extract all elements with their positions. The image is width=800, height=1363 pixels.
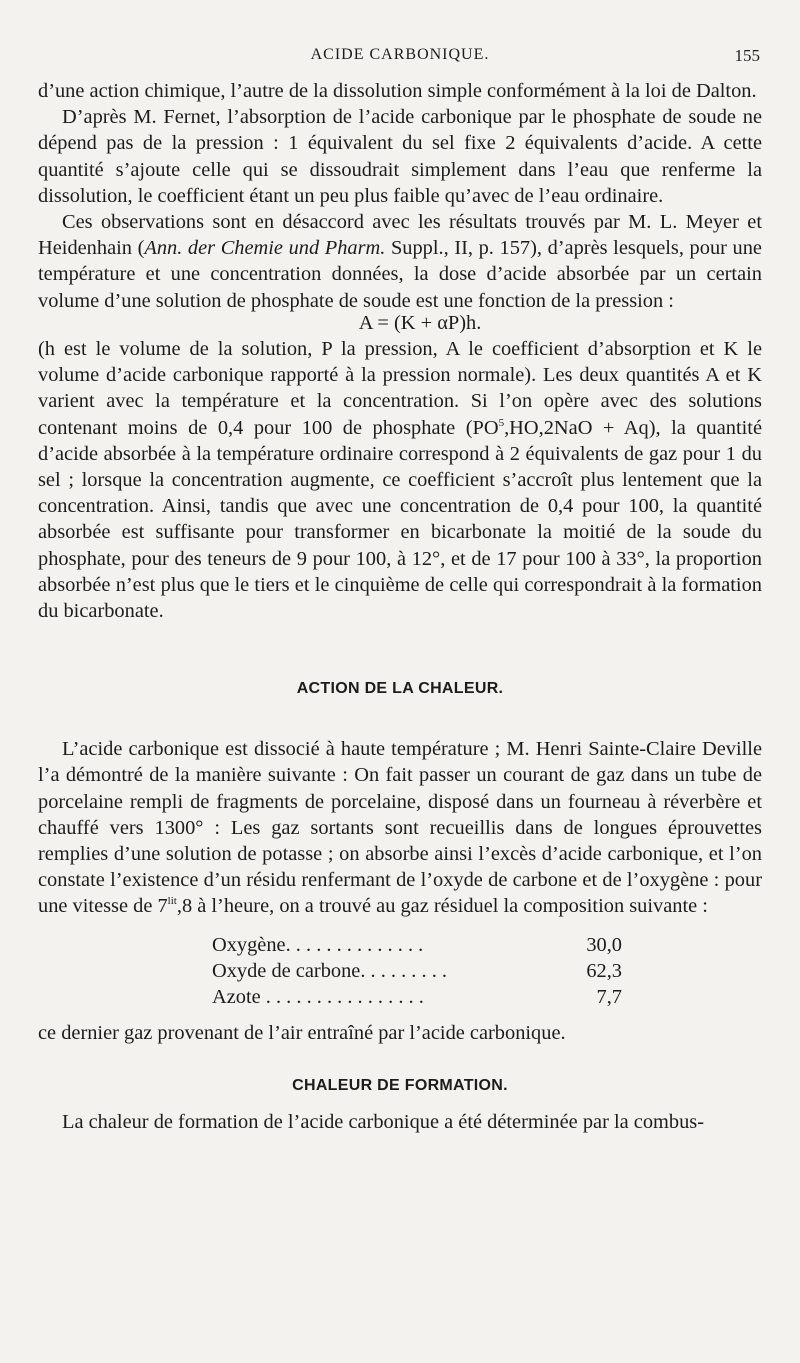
running-title: ACIDE CARBONIQUE.: [310, 46, 490, 63]
composition-row: [212, 984, 622, 1010]
paragraph-5-superscript: lit: [167, 895, 177, 908]
paragraph-1: d’une action chimique, l’autre de la dissolution simple conformément à la loi de Dalton.: [38, 80, 757, 102]
composition-value: 62,3: [586, 959, 622, 982]
paragraph-3-end: Suppl., II, p. 157), d’après lesquels, pour une température et une concentration données, la dose d’acide absorbée par un certain volume d’une solution de phosphate de soude est une fonction de la pression :: [38, 237, 762, 312]
gas-composition-table: [212, 932, 622, 1011]
paragraph-2: D’après M. Fernet, l’absorption de l’acide carbonique par le phosphate de soude ne dépend pas de la pression : 1 équivalent du sel fixe 2 équivalents d’acide. A cette quantité s’ajoute celle qui se dissoudrait simplement dans l’eau que renferme la dissolution, le coefficient étant un peu plus faible qu’avec de l’eau ordinaire.: [38, 106, 762, 207]
page-number: 155: [734, 46, 760, 65]
page-header: [0, 46, 800, 72]
composition-value: 7,7: [596, 986, 622, 1009]
paragraph-7: La chaleur de formation de l’acide carbonique a été déterminée par la combus-: [62, 1110, 704, 1133]
paragraph-4-end: ,HO,2NaO + Aq), la quantité d’acide absorbée à la température ordinaire correspond à 2 équivalents de gaz pour 1 du sel ; lorsque la concentration augmente, ce coefficient s’accroît plus lentement que la concentration. Ainsi, tandis que avec une concentration de 0,4 pour 100, la quantité absorbée est suffisante pour transformer en bicarbonate la moitié de la soude du phosphate, pour des teneurs de 9 pour 100, à 12°, et de 17 pour 100 à 33°, la proportion absorbée n’est plus que le tiers et le cinquième de celle qui correspondrait à la formation du bicarbonate.: [38, 416, 762, 623]
section-heading-action-chaleur: ACTION DE LA CHALEUR.: [296, 680, 504, 698]
composition-row: [212, 932, 622, 958]
paragraph-4: [38, 336, 762, 624]
composition-value: 30,0: [586, 933, 622, 956]
journal-title: Ann. der Chemie und Pharm.: [144, 237, 386, 260]
paragraph-5-end: ,8 à l’heure, on a trouvé au gaz résiduel la composition suivante :: [176, 895, 708, 918]
paragraph-4-superscript: 5: [498, 416, 505, 429]
absorption-formula: A = (K + αP)h.: [358, 311, 482, 334]
paragraph-3-start: Ces observations sont en désaccord avec les résultats trouvés par M. L. Meyer et Heidenhain (: [38, 211, 762, 260]
section-heading-chaleur-formation: CHALEUR DE FORMATION.: [292, 1076, 508, 1094]
paragraph-4-start: (h est le volume de la solution, P la pression, A le coefficient d’absorption et K le volume d’acide carbonique rapporté à la pression normale). Les deux quantités A et K varient avec la température et la concentration. Si l’on opère avec des solutions contenant moins de 0,4 pour 100 de phosphate (PO: [38, 338, 762, 439]
composition-row: [212, 958, 622, 984]
paragraph-3: [38, 209, 762, 314]
paragraph-5-start: L’acide carbonique est dissocié à haute température ; M. Henri Sainte-Claire Deville l’a démontré de la manière suivante : On fait passer un courant de gaz dans un tube de porcelaine rempli de fragments de porcelaine, disposé dans un fourneau à réverbère et chauffé vers 1300° : Les gaz sortants sont recueillis dans de longues éprouvettes remplies d’une solution de potasse ; on absorbe ainsi l’excès d’acide carbonique, et l’on constate l’existence d’un résidu renfermant de l’oxyde de carbone et de l’oxygène : pour une vitesse de 7: [38, 738, 762, 918]
paragraph-6: ce dernier gaz provenant de l’air entraîné par l’acide carbonique.: [38, 1022, 566, 1045]
composition-label: Oxyde de carbone. . . . . . . . .: [212, 959, 447, 982]
composition-label: Oxygène. . . . . . . . . . . . . .: [212, 933, 424, 956]
paragraph-5: [38, 736, 762, 919]
body-text: [38, 78, 762, 1135]
composition-label: Azote . . . . . . . . . . . . . . . .: [212, 986, 424, 1009]
